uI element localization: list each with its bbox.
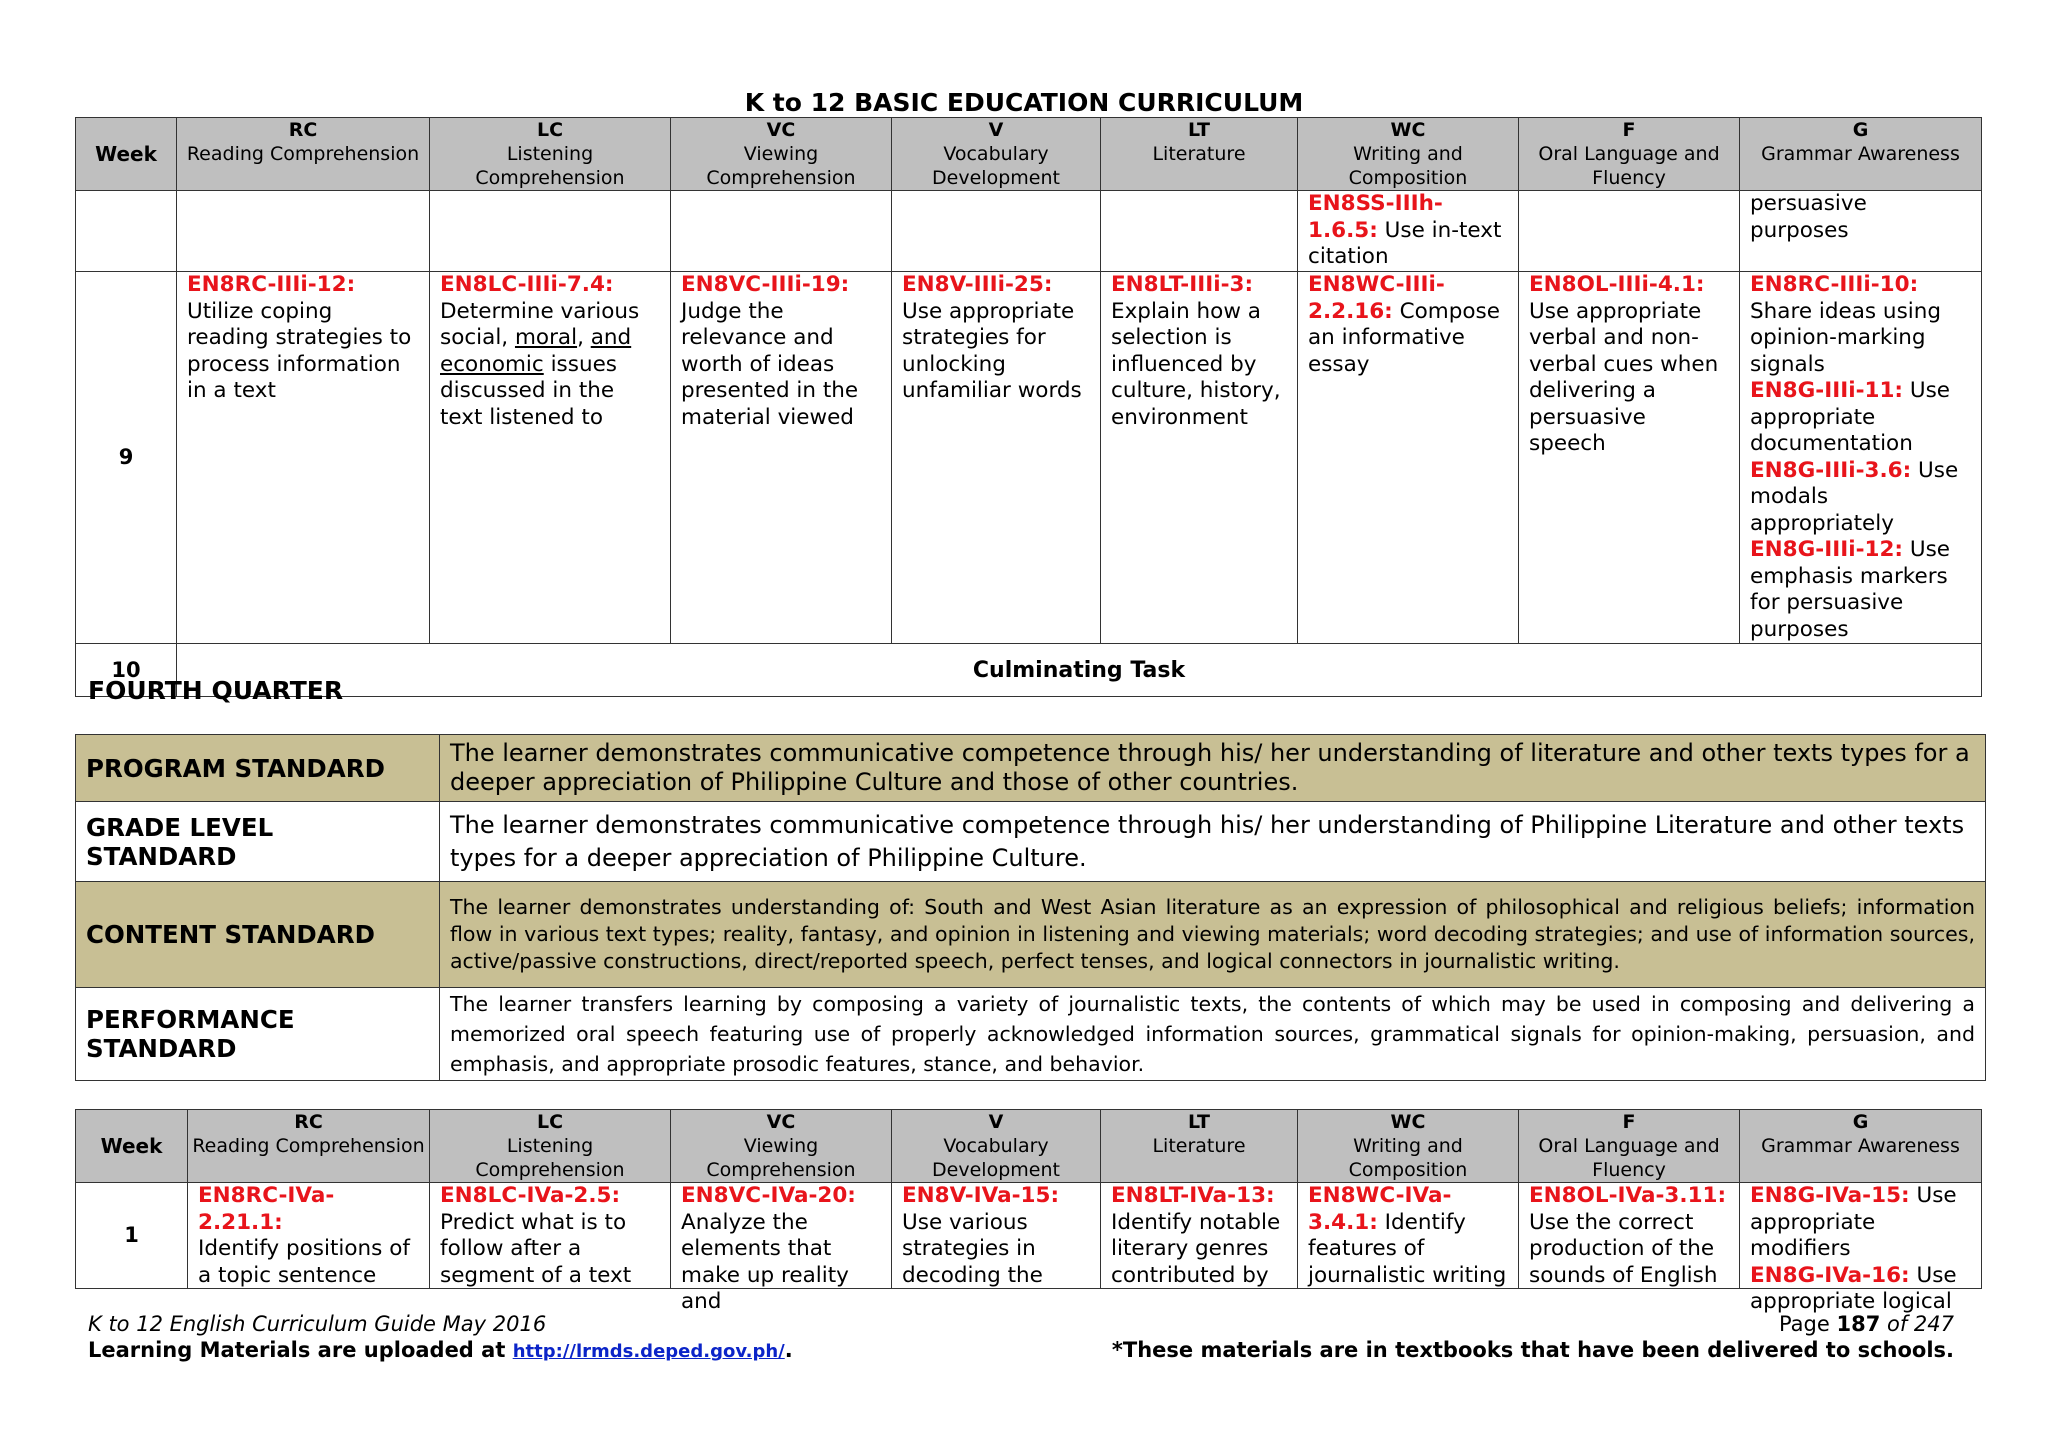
standard-text: The learner transfers learning by composing a variety of journalistic texts, the contents of which may be used in composing and delivering a memorized oral speech featuring use of properly acknowledged information sources, grammatical signals for opinion-making, persuasion, and emphasis, and appropriate prosodic features, stance, and behavior. [440, 988, 1986, 1081]
table-row-week-1 [76, 1183, 1982, 1289]
table-header-row [76, 118, 1982, 191]
cell-rc: EN8RC-IVa-2.21.1: Identify positions of a topic sentence [188, 1183, 430, 1289]
standard-label: GRADE LEVEL STANDARD [76, 802, 440, 882]
cell-g: EN8G-IVa-15: Use appropriate modifiers EN8G-IVa-16: Use appropriate logical [1740, 1183, 1982, 1289]
header-vc: VC Viewing Comprehension [671, 1110, 892, 1183]
grade-level-standard-row [76, 802, 1986, 882]
header-lt: LT Literature [1101, 1110, 1298, 1183]
cell-wc: EN8WC-IVa-3.4.1: Identify features of journalistic writing [1298, 1183, 1519, 1289]
footer-guide: K to 12 English Curriculum Guide May 2016 [88, 1312, 547, 1336]
week-number: 9 [76, 272, 177, 644]
cell-rc: EN8RC-IIIi-12: Utilize coping reading strategies to process information in a text [177, 272, 430, 644]
content-standard-row [76, 882, 1986, 988]
header-v: V Vocabulary Development [892, 118, 1101, 191]
header-lc: LC Listening Comprehension [430, 1110, 671, 1183]
header-lt: LT Literature [1101, 118, 1298, 191]
header-rc: RC Reading Comprehension [188, 1110, 430, 1183]
header-rc: RC Reading Comprehension [177, 118, 430, 191]
cell-wc: EN8WC-IIIi-2.2.16: Compose an informative essay [1298, 272, 1519, 644]
footer-page-number: Page 187 of 247 [1778, 1312, 1954, 1336]
cell-vc: EN8VC-IIIi-19: Judge the relevance and worth of ideas presented in the material viewed [671, 272, 892, 644]
culminating-task: Culminating Task [177, 644, 1982, 697]
quarter-title: FOURTH QUARTER [88, 676, 344, 705]
header-g: G Grammar Awareness [1740, 118, 1982, 191]
bottom-curriculum-table [75, 1109, 1982, 1314]
header-g: G Grammar Awareness [1740, 1110, 1982, 1183]
cell-lc: EN8LC-IVa-2.5: Predict what is to follow after a segment of a text [430, 1183, 671, 1289]
table-row-continued [76, 191, 1982, 272]
cell-f: EN8OL-IVa-3.11: Use the correct production of the sounds of English [1519, 1183, 1740, 1289]
top-curriculum-table [75, 117, 1982, 697]
cell-g: persuasive purposes [1740, 191, 1982, 272]
week-number: 1 [76, 1183, 188, 1289]
cell-v: EN8V-IIIi-25: Use appropriate strategies for unlocking unfamiliar words [892, 272, 1101, 644]
header-f: F Oral Language and Fluency [1519, 118, 1740, 191]
standard-text: The learner demonstrates understanding of: South and West Asian literature as an expression of philosophical and religious beliefs; information flow in various text types; reality, fantasy, and opinion in listening and viewing materials; word decoding strategies; and use of information sources, active/passive constructions, direct/reported speech, perfect tenses, and logical connectors in journalistic writing. [440, 882, 1986, 988]
footer-materials: Learning Materials are uploaded at http://lrmds.deped.gov.ph/. [88, 1338, 793, 1362]
cell-f: EN8OL-IIIi-4.1: Use appropriate verbal and non-verbal cues when delivering a persuasive speech [1519, 272, 1740, 644]
standard-text: The learner demonstrates communicative competence through his/ her understanding of literature and other texts types for a deeper appreciation of Philippine Culture and those of other countries. [440, 735, 1986, 802]
footer-note: *These materials are in textbooks that have been delivered to schools. [1111, 1338, 1954, 1362]
header-wc: WC Writing and Composition [1298, 1110, 1519, 1183]
week-header: Week [76, 1110, 188, 1183]
table-row-week-9 [76, 272, 1982, 644]
table-row-week-10 [76, 644, 1982, 697]
cell-lt: EN8LT-IIIi-3: Explain how a selection is influenced by culture, history, environment [1101, 272, 1298, 644]
week-number: 10 [76, 644, 177, 697]
table-header-row [76, 1110, 1982, 1183]
standards-table [75, 734, 1986, 1081]
cell-vc: EN8VC-IVa-20: Analyze the elements that make up reality and [671, 1183, 892, 1289]
program-standard-row [76, 735, 1986, 802]
header-wc: WC Writing and Composition [1298, 118, 1519, 191]
materials-link[interactable]: http://lrmds.deped.gov.ph/ [512, 1341, 785, 1362]
header-v: V Vocabulary Development [892, 1110, 1101, 1183]
header-vc: VC Viewing Comprehension [671, 118, 892, 191]
cell-v: EN8V-IVa-15: Use various strategies in decoding the [892, 1183, 1101, 1289]
cell-wc: EN8SS-IIIh-1.6.5: Use in-text citation [1298, 191, 1519, 272]
standard-label: PROGRAM STANDARD [76, 735, 440, 802]
performance-standard-row [76, 988, 1986, 1081]
week-header: Week [76, 118, 177, 191]
standard-label: PERFORMANCE STANDARD [76, 988, 440, 1081]
standard-text: The learner demonstrates communicative competence through his/ her understanding of Philippine Literature and other texts types for a deeper appreciation of Philippine Culture. [440, 802, 1986, 882]
header-lc: LC Listening Comprehension [430, 118, 671, 191]
header-f: F Oral Language and Fluency [1519, 1110, 1740, 1183]
cell-g: EN8RC-IIIi-10: Share ideas using opinion-marking signals EN8G-IIIi-11: Use appropriate documentation EN8G-IIIi-3.6: Use modals appropriately EN8G-IIIi-12: Use emphasis markers for persuasive purposes [1740, 272, 1982, 644]
cell-lc: EN8LC-IIIi-7.4: Determine various social, moral, and economic issues discussed in the text listened to [430, 272, 671, 644]
page-title: K to 12 BASIC EDUCATION CURRICULUM [744, 88, 1304, 117]
cell-lt: EN8LT-IVa-13: Identify notable literary genres contributed by [1101, 1183, 1298, 1289]
standard-label: CONTENT STANDARD [76, 882, 440, 988]
